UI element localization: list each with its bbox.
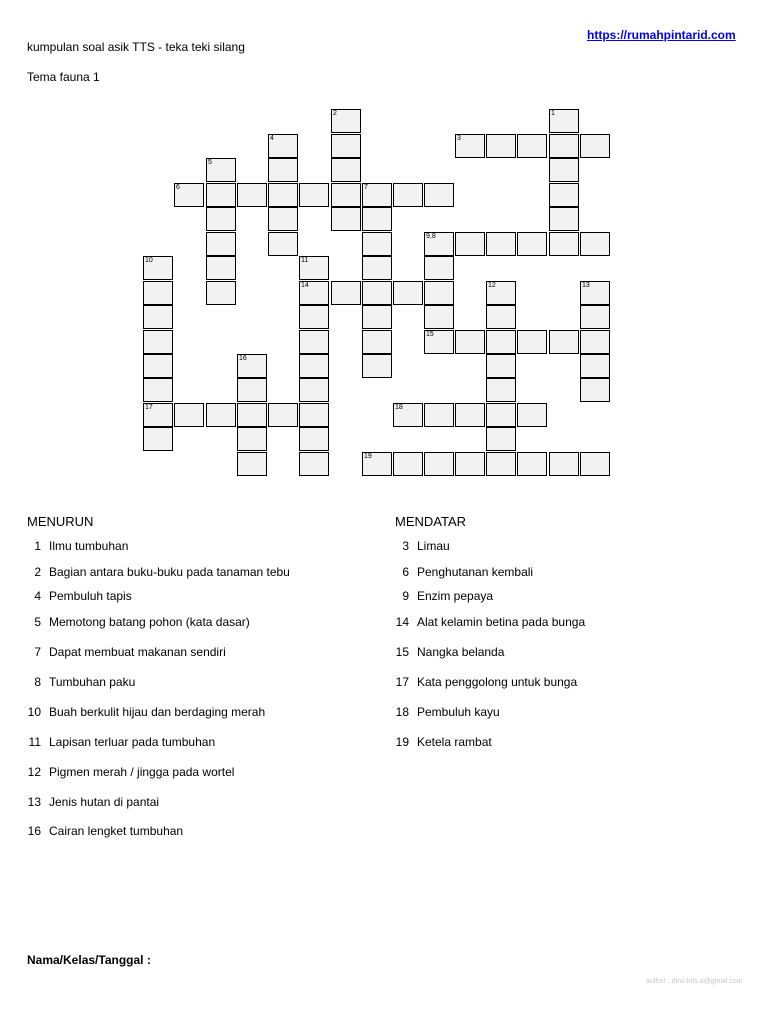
clue-number: 14 — [395, 615, 409, 629]
crossword-cell[interactable] — [143, 354, 173, 378]
crossword-cell[interactable] — [362, 330, 392, 354]
crossword-cell[interactable] — [580, 330, 610, 354]
crossword-cell[interactable] — [486, 281, 516, 305]
crossword-cell[interactable] — [299, 281, 329, 305]
crossword-cell[interactable] — [174, 183, 204, 207]
cell-number: 10 — [145, 257, 153, 264]
across-clue-item — [387, 565, 533, 579]
crossword-cell[interactable] — [362, 305, 392, 329]
cell-number: 16 — [239, 355, 247, 362]
crossword-cell[interactable] — [424, 452, 454, 476]
crossword-cell[interactable] — [486, 330, 516, 354]
crossword-cell[interactable] — [237, 403, 267, 427]
crossword-cell[interactable] — [393, 183, 423, 207]
down-clue-item — [19, 824, 183, 838]
cell-number: 4 — [270, 135, 274, 142]
clue-number: 18 — [395, 705, 409, 719]
crossword-cell[interactable] — [580, 232, 610, 256]
clue-number: 16 — [27, 824, 41, 838]
clue-number: 15 — [395, 645, 409, 659]
crossword-cell[interactable] — [299, 378, 329, 402]
crossword-cell[interactable] — [299, 427, 329, 451]
crossword-cell[interactable] — [143, 427, 173, 451]
down-clue-item — [19, 565, 290, 579]
name-class-date-label: Nama/Kelas/Tanggal : — [27, 953, 151, 967]
clue-text: Penghutanan kembali — [417, 565, 534, 579]
crossword-cell[interactable] — [331, 134, 361, 158]
crossword-cell[interactable] — [424, 281, 454, 305]
cell-number: 5 — [208, 159, 212, 166]
crossword-cell[interactable] — [206, 207, 236, 231]
down-clue-item — [19, 539, 128, 553]
crossword-cell[interactable] — [331, 183, 361, 207]
crossword-cell[interactable] — [455, 403, 485, 427]
crossword-cell[interactable] — [549, 232, 579, 256]
cell-number: 13 — [582, 282, 590, 289]
cell-number: 11 — [301, 257, 309, 264]
worksheet-theme: Tema fauna 1 — [27, 70, 100, 84]
clue-number: 9 — [402, 589, 409, 603]
crossword-cell[interactable] — [143, 330, 173, 354]
crossword-cell[interactable] — [580, 305, 610, 329]
crossword-cell[interactable] — [143, 305, 173, 329]
clue-number: 3 — [402, 539, 409, 553]
clue-number: 4 — [34, 589, 41, 603]
crossword-cell[interactable] — [299, 183, 329, 207]
crossword-cell[interactable] — [486, 427, 516, 451]
crossword-cell[interactable] — [299, 403, 329, 427]
crossword-cell[interactable] — [517, 330, 547, 354]
clue-number: 6 — [402, 565, 409, 579]
crossword-cell[interactable] — [206, 403, 236, 427]
clue-text: Bagian antara buku-buku pada tanaman tebu — [49, 565, 290, 579]
cell-number: 19 — [364, 453, 372, 460]
crossword-cell[interactable] — [268, 134, 298, 158]
cell-number: 18 — [395, 404, 403, 411]
cell-number: 1 — [551, 110, 555, 117]
crossword-cell[interactable] — [299, 330, 329, 354]
crossword-cell[interactable] — [486, 378, 516, 402]
crossword-cell[interactable] — [393, 281, 423, 305]
crossword-cell[interactable] — [237, 427, 267, 451]
clue-text: Tumbuhan paku — [49, 675, 136, 689]
clue-number: 12 — [27, 765, 41, 779]
crossword-cell[interactable] — [206, 281, 236, 305]
crossword-cell[interactable] — [362, 452, 392, 476]
clue-number: 19 — [395, 735, 409, 749]
crossword-cell[interactable] — [424, 403, 454, 427]
cell-number: 6 — [176, 184, 180, 191]
crossword-cell[interactable] — [362, 354, 392, 378]
crossword-cell[interactable] — [206, 183, 236, 207]
crossword-cell[interactable] — [424, 305, 454, 329]
crossword-cell[interactable] — [143, 403, 173, 427]
clue-text: Pigmen merah / jingga pada wortel — [49, 765, 235, 779]
crossword-cell[interactable] — [299, 452, 329, 476]
down-section-title: MENURUN — [27, 514, 94, 529]
cell-number: 9,8 — [426, 233, 436, 240]
crossword-cell[interactable] — [517, 403, 547, 427]
clue-text: Nangka belanda — [417, 645, 505, 659]
crossword-cell[interactable] — [143, 281, 173, 305]
crossword-cell[interactable] — [549, 330, 579, 354]
crossword-cell[interactable] — [486, 305, 516, 329]
crossword-cell[interactable] — [486, 354, 516, 378]
down-clue-item — [19, 735, 215, 749]
clue-text: Cairan lengket tumbuhan — [49, 824, 184, 838]
across-clue-item — [387, 615, 585, 629]
crossword-cell[interactable] — [331, 281, 361, 305]
crossword-cell[interactable] — [455, 134, 485, 158]
crossword-cell[interactable] — [268, 232, 298, 256]
crossword-cell[interactable] — [549, 207, 579, 231]
crossword-cell[interactable] — [580, 452, 610, 476]
cell-number: 12 — [488, 282, 496, 289]
crossword-cell[interactable] — [299, 305, 329, 329]
clue-text: Enzim pepaya — [417, 589, 494, 603]
crossword-cell[interactable] — [486, 403, 516, 427]
crossword-cell[interactable] — [486, 452, 516, 476]
across-clue-item — [387, 705, 500, 719]
crossword-cell[interactable] — [268, 207, 298, 231]
clue-text: Pembuluh tapis — [49, 589, 132, 603]
crossword-cell[interactable] — [174, 403, 204, 427]
worksheet-title: kumpulan soal asik TTS - teka teki silang — [27, 40, 245, 54]
crossword-cell[interactable] — [362, 183, 392, 207]
crossword-cell[interactable] — [206, 158, 236, 182]
cell-number: 7 — [364, 184, 368, 191]
crossword-cell[interactable] — [424, 183, 454, 207]
crossword-cell[interactable] — [580, 134, 610, 158]
author-credit: author : dino.kris.a@gmail.com — [646, 978, 743, 985]
website-link[interactable]: https://rumahpintarid.com — [587, 28, 736, 42]
crossword-cell[interactable] — [549, 158, 579, 182]
cell-number: 3 — [457, 135, 461, 142]
across-clue-item — [387, 735, 492, 749]
crossword-cell[interactable] — [362, 256, 392, 280]
clue-number: 10 — [27, 705, 41, 719]
crossword-cell[interactable] — [299, 354, 329, 378]
crossword-cell[interactable] — [206, 232, 236, 256]
down-clue-item — [19, 645, 226, 659]
down-clue-item — [19, 705, 265, 719]
crossword-cell[interactable] — [393, 452, 423, 476]
crossword-cell[interactable] — [237, 378, 267, 402]
crossword-cell[interactable] — [393, 403, 423, 427]
crossword-cell[interactable] — [517, 134, 547, 158]
clue-text: Alat kelamin betina pada bunga — [417, 615, 586, 629]
down-clue-item — [19, 795, 159, 809]
crossword-cell[interactable] — [362, 281, 392, 305]
clue-number: 11 — [28, 735, 41, 749]
crossword-cell[interactable] — [580, 378, 610, 402]
crossword-cell[interactable] — [237, 183, 267, 207]
clue-number: 7 — [34, 645, 41, 659]
clue-text: Lapisan terluar pada tumbuhan — [49, 735, 216, 749]
cell-number: 14 — [301, 282, 309, 289]
clue-text: Ilmu tumbuhan — [49, 539, 129, 553]
across-clue-item — [387, 589, 493, 603]
crossword-cell[interactable] — [237, 452, 267, 476]
crossword-cell[interactable] — [549, 109, 579, 133]
crossword-cell[interactable] — [268, 158, 298, 182]
down-clue-item — [19, 765, 234, 779]
crossword-cell[interactable] — [143, 378, 173, 402]
crossword-cell[interactable] — [580, 354, 610, 378]
down-clue-item — [19, 675, 135, 689]
clue-number: 1 — [34, 539, 41, 553]
across-clue-item — [387, 675, 577, 689]
clue-number: 17 — [395, 675, 409, 689]
clue-text: Pembuluh kayu — [417, 705, 500, 719]
crossword-cell[interactable] — [331, 109, 361, 133]
crossword-cell[interactable] — [237, 354, 267, 378]
cell-number: 17 — [145, 404, 153, 411]
clue-text: Dapat membuat makanan sendiri — [49, 645, 226, 659]
crossword-cell[interactable] — [268, 183, 298, 207]
crossword-cell[interactable] — [486, 134, 516, 158]
crossword-cell[interactable] — [455, 232, 485, 256]
crossword-cell[interactable] — [517, 452, 547, 476]
crossword-cell[interactable] — [206, 256, 236, 280]
cell-number: 15 — [426, 331, 434, 338]
crossword-cell[interactable] — [486, 232, 516, 256]
crossword-cell[interactable] — [455, 452, 485, 476]
crossword-cell[interactable] — [268, 403, 298, 427]
crossword-cell[interactable] — [517, 232, 547, 256]
clue-text: Kata penggolong untuk bunga — [417, 675, 578, 689]
clue-number: 8 — [34, 675, 41, 689]
crossword-cell[interactable] — [549, 134, 579, 158]
clue-number: 2 — [34, 565, 41, 579]
crossword-cell[interactable] — [362, 207, 392, 231]
across-section-title: MENDATAR — [395, 514, 467, 529]
cell-number: 2 — [333, 110, 337, 117]
clue-text: Jenis hutan di pantai — [49, 795, 160, 809]
clue-number: 5 — [34, 615, 41, 629]
clue-text: Ketela rambat — [417, 735, 492, 749]
crossword-cell[interactable] — [455, 330, 485, 354]
crossword-cell[interactable] — [331, 207, 361, 231]
crossword-cell[interactable] — [580, 281, 610, 305]
clue-text: Limau — [417, 539, 450, 553]
down-clue-item — [19, 589, 132, 603]
clue-text: Memotong batang pohon (kata dasar) — [49, 615, 250, 629]
down-clue-item — [19, 615, 250, 629]
crossword-cell[interactable] — [143, 256, 173, 280]
clue-text: Buah berkulit hijau dan berdaging merah — [49, 705, 266, 719]
crossword-cell[interactable] — [549, 183, 579, 207]
clue-number: 13 — [27, 795, 41, 809]
crossword-cell[interactable] — [424, 330, 454, 354]
crossword-cell[interactable] — [424, 232, 454, 256]
across-clue-item — [387, 539, 450, 553]
across-clue-item — [387, 645, 504, 659]
crossword-cell[interactable] — [362, 232, 392, 256]
crossword-cell[interactable] — [299, 256, 329, 280]
crossword-cell[interactable] — [331, 158, 361, 182]
crossword-cell[interactable] — [549, 452, 579, 476]
crossword-cell[interactable] — [424, 256, 454, 280]
